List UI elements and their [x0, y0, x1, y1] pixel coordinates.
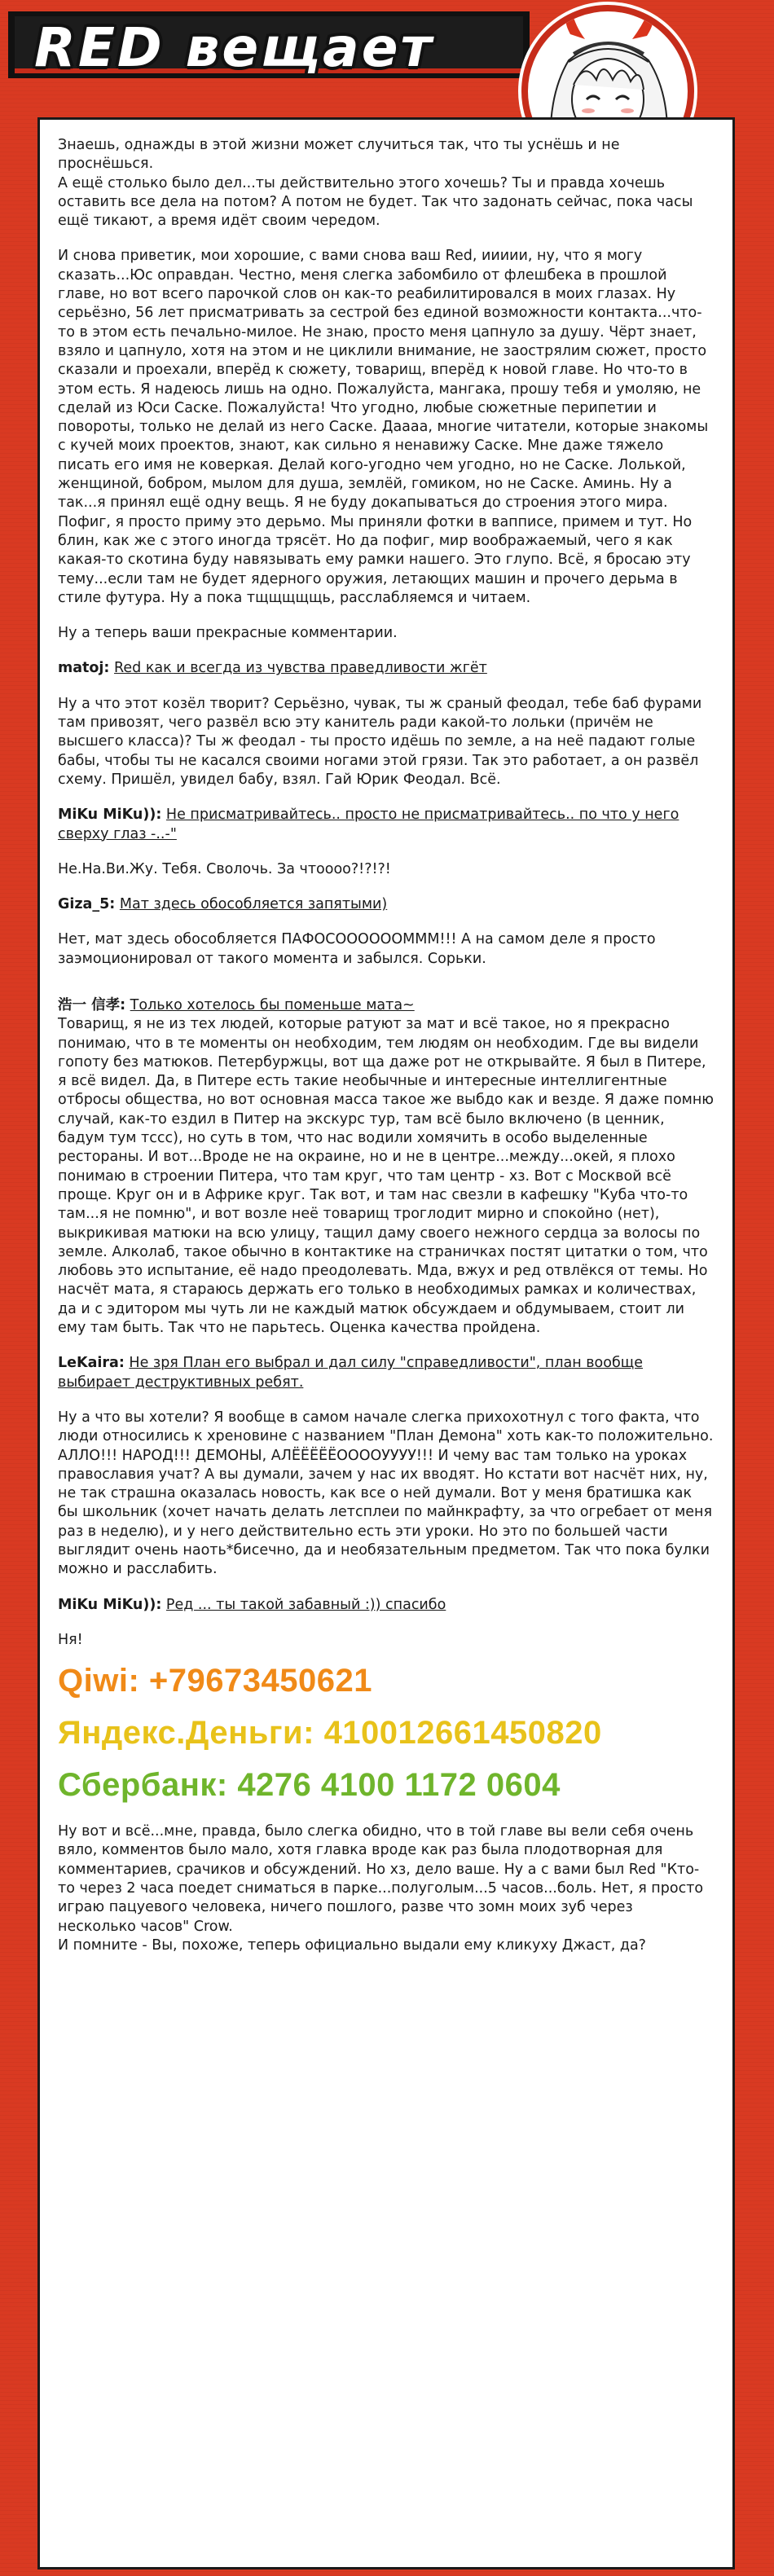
comments-intro: Ну а теперь ваши прекрасные комментарии.: [58, 625, 398, 642]
outro-paragraph: Ну вот и всё...мне, правда, было слегка обидно, что в той главе вы вели себя очень вяло, комментов было мало, хотя главка вроде как раз была плодотворная для комментариев, срачиков и обсуждений. Но хз, дело ваше. Ну а с вами был Red "Кто-то через 2 часа поедет сниматься в парке...полуголым...5 часов...боль. Нет, я просто играю пацуевого человека, ничего пошлого, разве что зомн моих зуб через несколько часов" Crow.: [58, 1823, 704, 1935]
comment-text: Не зря План его выбрал и дал силу "справедливости", план вообще выбирает деструктивных ребят.: [58, 1355, 644, 1391]
comment-quote: [58, 659, 715, 678]
comment-user: matoj:: [58, 660, 110, 677]
comment-reply: Ну а что вы хотели? Я вообще в самом начале слегка прихохотнул с того факта, что люди относились к хреновине с названием "План Демона" хоть как-то положительно. АЛЛО!!! НАРОД!!! ДЕМОНЫ, АЛЁЁЁЁЁООООУУУУ!!! И чему вас там только на уроках православия учат? А вы думали, зачем у нас их вводят. Но кстати вот насчёт них, ну, не так страшна оказалась новость, как все о ней думали. Вот у меня братишка как бы школьник (хочет начать делать летсплеи по майнкрафту, за что огребает от меня раз в неделю), и у него действительно есть эти уроки. Но это по большей части выглядит очень наоть*бисечно, да и необязательным предметом. Так что пока булки можно и расслабить.: [58, 1409, 714, 1578]
outro-closing: И помните - Вы, похоже, теперь официально выдали ему кликуху Джаст, да?: [58, 1936, 646, 1954]
qiwi-wallet: Qiwi: +79673450621: [58, 1663, 372, 1699]
comment-user: MiKu MiKu)):: [58, 1596, 162, 1613]
comment-quote: [58, 895, 715, 914]
yandex-money-wallet: Яндекс.Деньги: 410012661450820: [58, 1715, 602, 1752]
header-banner: [8, 11, 530, 78]
comment-user: Giza_5:: [58, 896, 116, 913]
comment-quote: [58, 1354, 715, 1392]
comment-user: MiKu MiKu)):: [58, 807, 162, 824]
comment-reply: Товарищ, я не из тех людей, которые ратуют за мат и всё такое, но я прекрасно понимаю, что в те моменты он необходим, тем людям он необходим. Где вы видели гопоту без матюков. Петербуржцы, вот ща даже рот не открывайте. Я был в Питере, я всё видел. Да, в Питере есть такие необычные и интересные интеллигентные отбросы общества, но вот основная масса такое же выбдо как и везде. Я даже помню случай, как-то ездил в Питер на экскурс тур, там всё было включено (в ценник, бадум тум тссс), но суть в том, что нас водили хомячить в особо выделенные рестораны. И вот...Вроде не на окраине, но и не в центре...между...окей, я плохо понимаю в строении Питера, что там круг, что там центр - хз. Вот с Москвой всё проще. Круг он и в Африке круг. Так вот, и там нас свезли в кафешку "Куба что-то там...я не помню", и вот возле неё товарищ троглодит мирно и спокойно (нет), выкрикивая матюки на всю улицу, тащил даму своего нежного сердца за волосы по земле. Алколаб, такое обычно в контактике на страничках постят цитатки о том, что любовь это испытание, её надо преодолевать. Мда, вжух и ред отвлёкся от темы. Но насчёт мата, я стараюсь держать его только в необходимых рамках и количествах, да и с эдитором мы чуть ли не каждый матюк обсуждаем и обдумываем, стоит ли ему там быть. Так что не парьтесь. Оценка качества пройдена.: [58, 1016, 715, 1337]
main-paragraph: И снова приветик, мои хорошие, с вами снова ваш Red, иииии, ну, что я могу сказать...Юс оправдан. Честно, меня слегка забомбило от флешбека в прошлой главе, но вот всего парочкой слов он как-то реабилитировался в моих глазах. Ну серьёзно, 56 лет присматривать за сестрой без единой возможности контакта...что-то в этом есть печально-милое. Не знаю, просто меня цапнуло за душу. Чёрт знает, взяло и цапнуло, хотя на этом и не циклили внимание, не заострялим сюжет, просто сказали и проехали, вперёд к сюжету, товарищ, вперёд к новой главе. Но что-то в этом есть. Я надеюсь лишь на одно. Пожалуйста, мангака, прошу тебя и умоляю, не сделай из Юси Саске. Пожалуйста! Что угодно, любые сюжетные перипетии и повороты, только не делай из него Саске. Даааа, многие читатели, которые знакомы с кучей моих проектов, знают, как сильно я ненавижу Саске. Мне даже тяжело писать его имя не коверкая. Делай кого-угодно чем угодно, но не Саске. Лолькой, женщиной, бобром, мылом для душа, землёй, гомиком, но не Саске. Аминь. Ну а так...я принял ещё одну вещь. Я не буду докапываться до строения этого мира. Пофиг, я просто приму это дерьмо. Мы приняли фотки в вапписе, примем и тут. Но блин, как же с этого иногда трясёт. Но да пофиг, мир воображаемый, чего я как какая-то скотина буду навязывать ему рамки нашего. Это глупо. Всё, я бросаю эту тему...если там не будет ядерного оружия, летающих машин и прочего дерьма в стиле футура. Ну а пока тщщщщщь, расслабляемся и читаем.: [58, 248, 709, 606]
post-panel: [37, 117, 735, 2569]
sberbank-card: Сбербанк: 4276 4100 1172 0604: [58, 1767, 561, 1804]
intro-paragraph: Знаешь, однажды в этой жизни может случиться так, что ты уснёшь и не проснёшься. А ещё столько было дел...ты действительно этого хочешь? Ты и правда хочешь оставить все дела на потом? А потом не будет. Так что задонать сейчас, пока часы ещё тикают, а время идёт своим чередом.: [58, 137, 693, 230]
comment-reply: Нет, мат здесь обособляется ПАФОСООООООМММ!!! А на самом деле я просто заэмоционировал от такого момента и забылся. Сорьки.: [58, 931, 656, 967]
comment-text: Только хотелось бы поменьше мата~: [130, 996, 415, 1013]
comment-reply: Ну а что этот козёл творит? Серьёзно, чувак, ты ж сраный феодал, тебе баб фурами там привозят, чего развёл всю эту канитель ради какой-то лольки (причём не высшего класса)? Ты ж феодал - ты просто идёшь по земле, а на неё падают голые бабы, чтобы ты не касался своими ногами этой грязи. Так это работает, а он развёл схему. Пришёл, увидел бабу, взял. Гай Юрик Феодал. Всё.: [58, 695, 702, 788]
comment-text: Ред ... ты такой забавный :)) спасибо: [165, 1596, 446, 1613]
comment-quote: [58, 996, 715, 1015]
comment-text: Red как и всегда из чувства праведливости жгёт: [114, 660, 487, 677]
comment-quote: [58, 1596, 715, 1615]
header-title: RED вещает: [34, 16, 434, 79]
comment-text: Не присматривайтесь.. просто не присматривайтесь.. по что у него сверху глаз -..-": [58, 807, 679, 842]
comment-reply: Не.На.Ви.Жу. Тебя. Сволочь. За чтоооо?!?!?!: [58, 860, 391, 877]
comment-quote: [58, 806, 715, 844]
donate-block: [58, 1655, 715, 1811]
comment-text: Мат здесь обособляется запятыми): [119, 896, 388, 913]
comment-user: 浩一 信孝:: [58, 996, 126, 1013]
comment-user: LeKaira:: [58, 1355, 125, 1372]
comment-reply: Ня!: [58, 1631, 83, 1648]
